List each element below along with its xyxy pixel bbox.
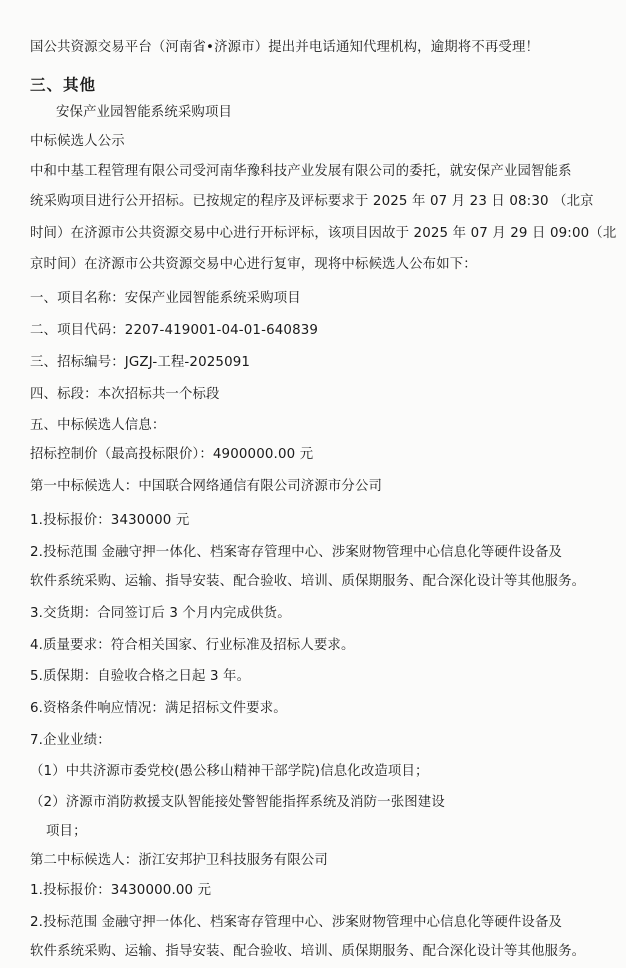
paragraph-line-4: 京时间）在济源市公共资源交易中心进行复审，现将中标候选人公布如下： [30,257,477,272]
first-bid-price: 1.投标报价：3430000 元 [30,513,190,528]
second-bid-scope-line-2: 软件系统采购、运输、指导安装、配合验收、培训、质保期服务、配合深化设计等其他服务。 [30,944,586,959]
first-bid-scope-line-2: 软件系统采购、运输、指导安装、配合验收、培训、质保期服务、配合深化设计等其他服务。 [30,574,586,589]
paragraph-line-2: 统采购项目进行公开招标。已按规定的程序及评标要求于 2025 年 07 月 23 日 08:30 （北京 [30,194,594,209]
second-candidate: 第二中标候选人：浙江安邦护卫科技服务有限公司 [30,853,328,868]
paragraph-line-3: 时间）在济源市公共资源交易中心进行开标评标，该项目因故于 2025 年 07 月 29 日 09:00（北 [30,226,617,241]
candidate-info-heading: 五、中标候选人信息： [30,418,166,433]
tender-number-item: 三、招标编号：JGZJ-工程-2025091 [30,355,251,370]
project-code-item: 二、项目代码：2207-419001-04-01-640839 [30,323,319,338]
company-performance-heading: 7.企业业绩： [30,733,111,748]
performance-item-2: （2）济源市消防救援支队智能接处警智能指挥系统及消防一张图建设 [30,795,445,810]
warranty-period: 5.质保期：自验收合格之日起 3 年。 [30,669,251,684]
text-line-continuation: 国公共资源交易平台（河南省•济源市）提出并电话通知代理机构，逾期将不再受理！ [30,40,540,55]
performance-item-1: （1）中共济源市委党校(愚公移山精神干部学院)信息化改造项目； [30,764,429,779]
performance-item-2-continuation: 项目； [46,824,87,839]
lot-item: 四、标段：本次招标共一个标段 [30,387,220,402]
second-bid-price: 1.投标报价：3430000.00 元 [30,883,212,898]
project-name-item: 一、项目名称：安保产业园智能系统采购项目 [30,291,301,306]
control-price: 招标控制价（最高投标限价）：4900000.00 元 [30,447,314,462]
qualification-response: 6.资格条件响应情况：满足招标文件要求。 [30,701,287,716]
project-title: 安保产业园智能系统采购项目 [56,105,233,120]
delivery-period: 3.交货期：合同签订后 3 个月内完成供货。 [30,606,291,621]
announcement-title: 中标候选人公示 [30,134,125,149]
first-bid-scope-line-1: 2.投标范围 金融守押一体化、档案寄存管理中心、涉案财物管理中心信息化等硬件设备及 [30,545,563,560]
first-candidate: 第一中标候选人：中国联合网络通信有限公司济源市分公司 [30,479,383,494]
quality-requirement: 4.质量要求：符合相关国家、行业标准及招标人要求。 [30,638,355,653]
second-bid-scope-line-1: 2.投标范围 金融守押一体化、档案寄存管理中心、涉案财物管理中心信息化等硬件设备及 [30,915,563,930]
paragraph-line-1: 中和中基工程管理有限公司受河南华豫科技产业发展有限公司的委托，就安保产业园智能系 [30,164,572,179]
section-heading-other: 三、其他 [30,76,97,94]
